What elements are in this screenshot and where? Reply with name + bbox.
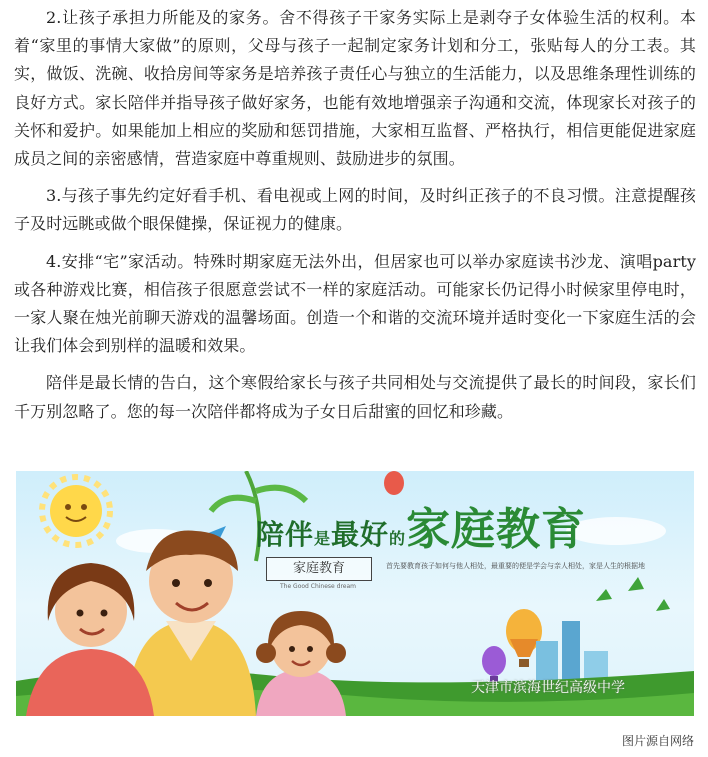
family-education-banner bbox=[16, 471, 694, 716]
balloon-icon bbox=[384, 471, 404, 495]
paragraph-home-activities: 4.安排“宅”家活动。特殊时期家庭无法外出，但居家也可以举办家庭读书沙龙、演唱party或各种游戏比赛，相信孩子很愿意尝试不一样的家庭活动。可能家长仍记得小时候家里停电时，一家人聚在烛光前聊天游戏的温馨场面。创造一个和谐的交流环境并适时变化一下家庭生活的会让我们体会到别样的温暖和效果。 bbox=[14, 251, 696, 356]
banner-title-part2: 是 bbox=[314, 529, 332, 548]
banner-title-part4: 的 bbox=[389, 529, 407, 548]
banner-title-part3: 最好 bbox=[331, 518, 390, 551]
banner-title bbox=[256, 493, 586, 557]
banner-tag: 家庭教育 bbox=[266, 557, 372, 581]
sun-icon bbox=[42, 477, 110, 545]
paragraph-screen-time: 3.与孩子事先约定好看手机、看电视或上网的时间，及时纠正孩子的不良习惯。注意提醒孩子及时远眺或做个眼保健操，保证视力的健康。 bbox=[14, 186, 696, 234]
image-credit: 图片源自网络 bbox=[621, 734, 694, 748]
banner-title-part1: 陪伴 bbox=[256, 518, 315, 551]
banner-title-part5: 家庭教育 bbox=[406, 504, 587, 555]
paragraph-chores: 2.让孩子承担力所能及的家务。舍不得孩子干家务实际上是剥夺子女体验生活的权利。本着“家里的事情大家做”的原则，父母与孩子一起制定家务计划和分工，张贴每人的分工表。其实，做饭、洗碗、收拾房间等家务是培养孩子责任心与独立的生活能力，以及思维条理性训练的良好方式。家长陪伴并指导孩子做好家务，也能有效地增强亲子沟通和交流，体现家长对孩子的关怀和爱护。如果能加上相应的奖励和惩罚措施，大家相互监督、严格执行，相信更能促进家庭成员之间的亲密感情，营造家庭中尊重规则、鼓励进步的氛围。 bbox=[14, 8, 696, 169]
child-figure bbox=[256, 611, 346, 716]
mother-figure bbox=[26, 563, 154, 716]
banner-tagline: 首先要教育孩子如何与他人相处，最重要的便是学会与亲人相处，家是人生的根据地 bbox=[386, 562, 645, 570]
paragraph-conclusion: 陪伴是最长情的告白，这个寒假给家长与孩子共同相处与交流提供了最长的时间段，家长们千万别忽略了。您的每一次陪伴都将成为子女日后甜蜜的回忆和珍藏。 bbox=[14, 373, 696, 421]
source-watermark: 天津市滨海世纪高级中学 bbox=[471, 680, 625, 696]
banner-tag-subtitle: The Good Chinese dream bbox=[279, 583, 356, 590]
article-body bbox=[14, 4, 696, 435]
